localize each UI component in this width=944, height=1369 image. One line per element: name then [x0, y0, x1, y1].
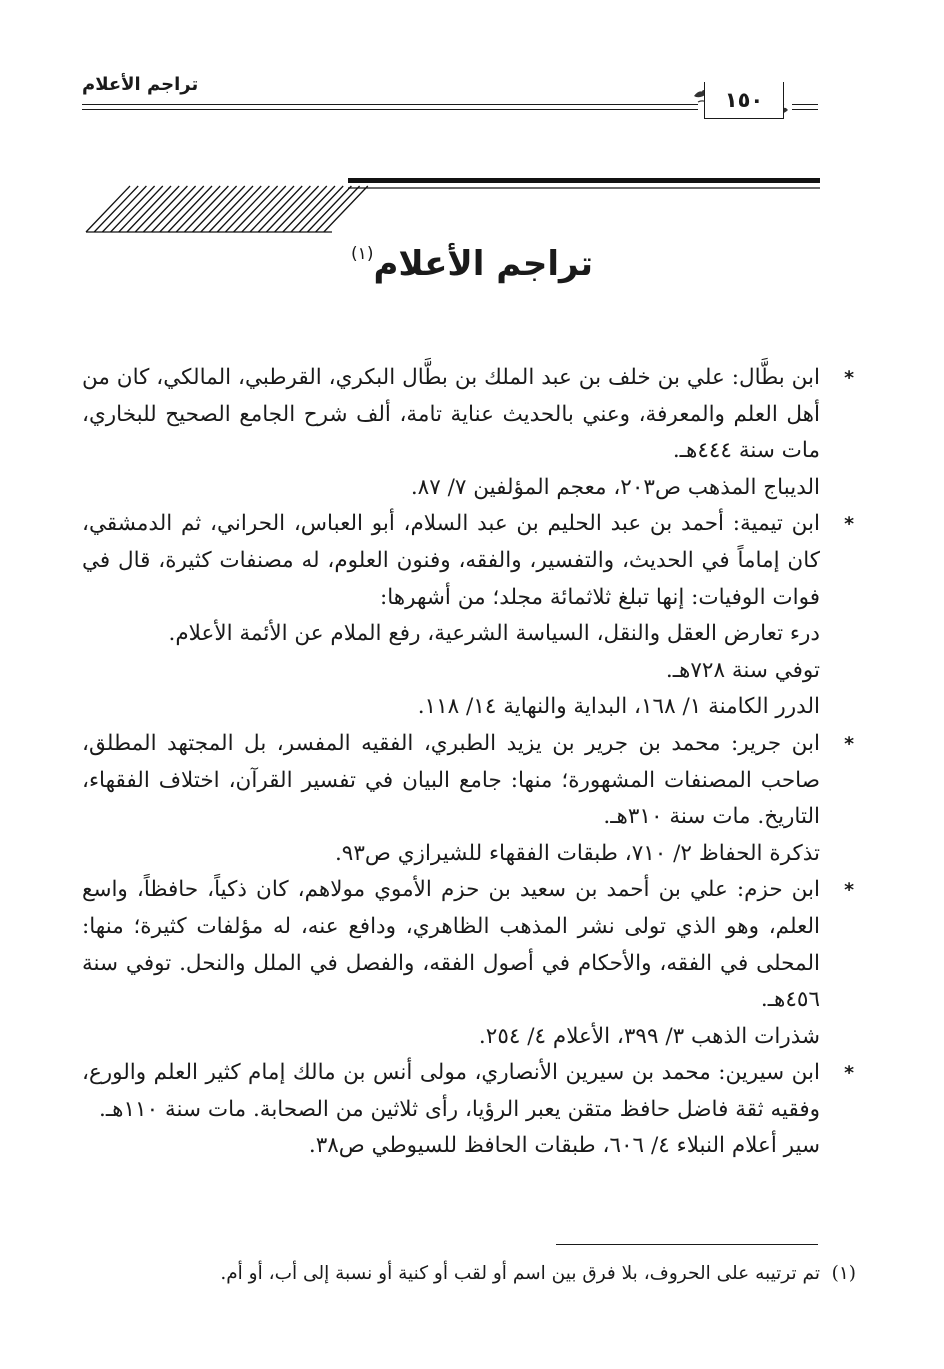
entry-text: ابن جرير: محمد بن جرير بن يزيد الطبري، الفقيه المفسر، بل المجتهد المطلق، صاحب المصنفات المشهورة؛ منها: جامع البيان في تفسير القرآن، اختلاف الفقهاء، التاريخ. مات سنة ٣١٠هـ. — [82, 730, 820, 830]
running-title: تراجم الأعلام — [82, 74, 199, 95]
banner-hatch-line — [283, 186, 327, 232]
footnote-reference: (١) — [351, 244, 374, 264]
asterisk-bullet-icon: * — [844, 732, 854, 755]
entry-reference: شذرات الذهب ٣/ ٣٩٩، الأعلام ٤/ ٢٥٤. — [478, 1023, 820, 1049]
entry-reference: سير أعلام النبلاء ٤/ ٦٠٦، طبقات الحافظ للسيوطي ص٣٨. — [308, 1133, 820, 1159]
banner-hatch-line — [275, 186, 319, 232]
banner-hatch-line — [193, 186, 237, 232]
biography-entry-ibn-hazm — [82, 872, 854, 1055]
biography-entry-ibn-jarir — [82, 726, 854, 872]
banner-hatch-line — [258, 186, 302, 232]
footnote — [82, 1258, 856, 1290]
entry-text: ابن بطَّال: علي بن خلف بن عبد الملك بن بطَّال البكري، القرطبي، المالكي، كان من أهل العلم والمعرفة، وعني بالحديث عناية تامة، ألف شرح الجامع الصحيح للبخاري، مات سنة ٤٤٤هـ. — [82, 365, 820, 464]
banner-hatch-line — [94, 186, 138, 232]
header-rule — [82, 104, 698, 105]
footnote-separator — [556, 1244, 818, 1245]
biography-entry-ibn-battal — [82, 360, 854, 506]
entry-reference: الديباج المذهب ص٢٠٣، معجم المؤلفين ٧/ ٨٧. — [410, 474, 820, 500]
chapter-title-text: تراجم الأعلام — [373, 244, 593, 284]
banner-hatch-line — [135, 186, 179, 232]
banner-hatch-line — [86, 186, 130, 232]
banner-hatch-line — [143, 186, 187, 232]
biography-entry-ibn-taymiyya — [82, 506, 854, 726]
banner-hatch-line — [234, 186, 278, 232]
banner-hatch-line — [201, 186, 245, 232]
chapter-banner-ornament — [80, 172, 820, 238]
entry-reference: الدرر الكامنة ١/ ١٦٨، البداية والنهاية ١٤/ ١١٨. — [417, 694, 820, 720]
entry-reference: تذكرة الحفاظ ٢/ ٧١٠، طبقات الفقهاء للشيرازي ص٩٣. — [334, 840, 820, 866]
asterisk-bullet-icon: * — [844, 879, 854, 902]
banner-hatch-line — [266, 186, 310, 232]
biography-entry-ibn-sirin — [82, 1055, 854, 1165]
entry-text: ابن سيرين: محمد بن سيرين الأنصاري، مولى أنس بن مالك إمام كثير العلم والورع، وفقيه ثقة فاضل حافظ متقن يعبر الرؤيا، رأى ثلاثين من الصحابة. مات سنة ١١٠هـ. — [82, 1060, 820, 1122]
page-number: ١٥٠ — [724, 88, 764, 112]
banner-hatch-line — [168, 186, 212, 232]
page-number-box — [704, 82, 784, 119]
chapter-title — [0, 244, 944, 284]
banner-hatch-line — [176, 186, 220, 232]
banner-hatch-line — [324, 186, 368, 232]
entry-death-year: توفي سنة ٧٢٨هـ. — [665, 657, 820, 683]
banner-hatch-line — [152, 186, 196, 232]
banner-hatch-line — [127, 186, 171, 232]
header-rule-thin — [82, 109, 698, 110]
entry-text: ابن تيمية: أحمد بن عبد الحليم بن عبد السلام، أبو العباس، الحراني، ثم الدمشقي، كان إماماً في الحديث، والتفسير، والفقه، وفنون العلوم، له مصنفات كثيرة، قال في فوات الوفيات: إنها تبلغ ثلاثمائة مجلد؛ من أشهرها: — [82, 511, 820, 610]
asterisk-bullet-icon: * — [844, 367, 854, 389]
banner-hatch-line — [209, 186, 253, 232]
banner-hatch-line — [217, 186, 261, 232]
banner-hatch-line — [184, 186, 228, 232]
entry-works: درء تعارض العقل والنقل، السياسة الشرعية، رفع الملام عن الأئمة الأعلام. — [168, 621, 820, 647]
footnote-mark: (١) — [831, 1263, 856, 1284]
biography-entries — [82, 360, 854, 1165]
banner-hatch-line — [119, 186, 163, 232]
banner-hatch-line — [250, 186, 294, 232]
asterisk-bullet-icon: * — [844, 513, 854, 536]
banner-hatch-line — [242, 186, 286, 232]
banner-hatch-line — [291, 186, 335, 232]
asterisk-bullet-icon: * — [844, 1062, 854, 1085]
banner-hatch-line — [160, 186, 204, 232]
banner-hatch-line — [225, 186, 269, 232]
banner-hatch-line — [299, 186, 343, 232]
banner-hatch-line — [102, 186, 146, 232]
banner-hatch-line — [307, 186, 351, 232]
banner-hatch-line — [111, 186, 155, 232]
banner-hatch-line — [316, 186, 360, 232]
entry-text: ابن حزم: علي بن أحمد بن سعيد بن حزم الأموي مولاهم، كان ذكياً، حافظاً، واسع العلم، وهو الذي تولى نشر المذهب الظاهري، ودافع عنه، له مؤلفات كثيرة؛ منها: المحلى في الفقه، والأحكام في أصول الفقه، والفصل في الملل والنحل. توفي سنة ٤٥٦هـ. — [82, 877, 820, 1013]
footnote-text: تم ترتيبه على الحروف، بلا فرق بين اسم أو لقب أو كنية أو نسبة إلى أب، أو أم. — [220, 1263, 820, 1284]
